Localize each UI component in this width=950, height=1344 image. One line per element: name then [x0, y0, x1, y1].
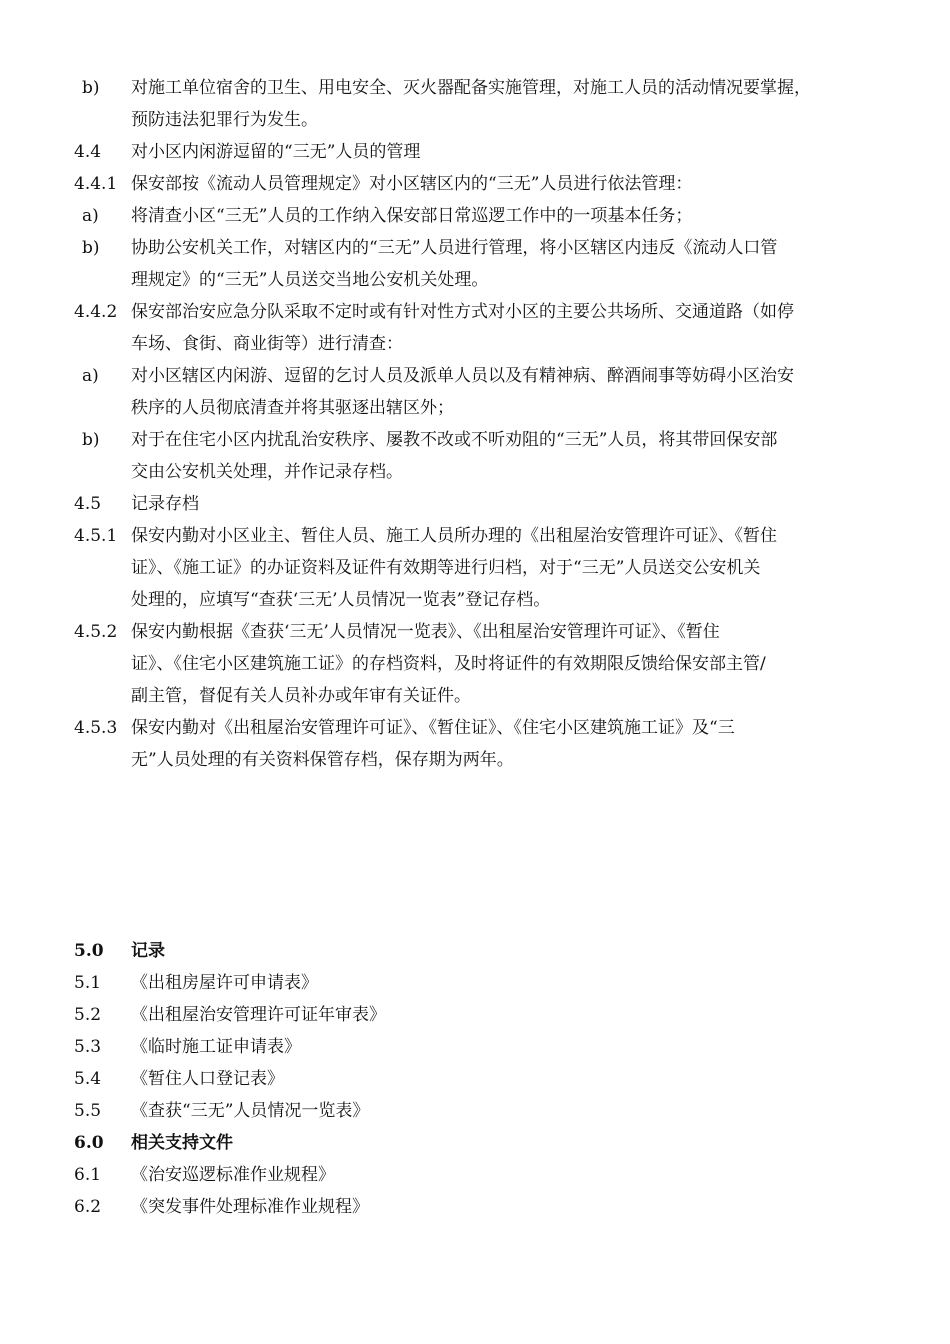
- section-title: 相关支持文件: [131, 1133, 233, 1153]
- clause-number: 4.4: [74, 142, 102, 162]
- clause-text: 保安部按《流动人员管理规定》对小区辖区内的“三无”人员进行依法管理：: [131, 174, 693, 194]
- item-number: 6.1: [74, 1165, 102, 1185]
- section-title: 记录: [131, 941, 165, 961]
- item-number: 5.3: [74, 1037, 102, 1057]
- clause-text: 保安内勤根据《查获‘三无’人员情况一览表》、《出租屋治安管理许可证》、《暂住: [131, 622, 720, 642]
- clause-number: 4.5.2: [74, 622, 118, 642]
- item-number: 6.2: [74, 1197, 102, 1217]
- clause-text: 无”人员处理的有关资料保管存档，保存期为两年。: [131, 750, 514, 770]
- item-number: 5.1: [74, 973, 102, 993]
- item-text: 《查获“三无”人员情况一览表》: [131, 1101, 370, 1121]
- clause-text: 证》、《住宅小区建筑施工证》的存档资料，及时将证件的有效期限反馈给保安部主管/: [131, 654, 766, 674]
- item-number: b): [82, 238, 100, 258]
- clause-text: 副主管，督促有关人员补办或年审有关证件。: [131, 686, 471, 706]
- item-text: 理规定》的“三无”人员送交当地公安机关处理。: [131, 270, 489, 290]
- item-text: 《暂住人口登记表》: [131, 1069, 284, 1089]
- item-text: 将清查小区“三无”人员的工作纳入保安部日常巡逻工作中的一项基本任务；: [131, 206, 693, 226]
- section-number: 5.0: [74, 941, 104, 961]
- item-text: 《临时施工证申请表》: [131, 1037, 301, 1057]
- item-text: 预防违法犯罪行为发生。: [131, 110, 318, 130]
- item-text: 《出租屋治安管理许可证年审表》: [131, 1005, 386, 1025]
- clause-number: 4.5: [74, 494, 102, 514]
- item-number: a): [82, 206, 99, 226]
- clause-text: 处理的，应填写“查获‘三无’人员情况一览表”登记存档。: [131, 590, 551, 610]
- clause-text: 保安部治安应急分队采取不定时或有针对性方式对小区的主要公共场所、交通道路（如停: [131, 302, 794, 322]
- clause-number: 4.4.1: [74, 174, 118, 194]
- clause-text: 保安内勤对《出租屋治安管理许可证》、《暂住证》、《住宅小区建筑施工证》及“三: [131, 718, 735, 738]
- item-number: 5.2: [74, 1005, 102, 1025]
- clause-number: 4.4.2: [74, 302, 118, 322]
- item-text: 协助公安机关工作，对辖区内的“三无”人员进行管理，将小区辖区内违反《流动人口管: [131, 238, 778, 258]
- item-text: 交由公安机关处理，并作记录存档。: [131, 462, 403, 482]
- item-text: 《治安巡逻标准作业规程》: [131, 1165, 335, 1185]
- clause-text: 记录存档: [131, 494, 199, 514]
- item-number: b): [82, 78, 100, 98]
- item-text: 对施工单位宿舍的卫生、用电安全、灭火器配备实施管理，对施工人员的活动情况要掌握，: [131, 78, 811, 98]
- item-text: 《突发事件处理标准作业规程》: [131, 1197, 369, 1217]
- clause-number: 4.5.3: [74, 718, 118, 738]
- clause-text: 保安内勤对小区业主、暂住人员、施工人员所办理的《出租屋治安管理许可证》、《暂住: [131, 526, 777, 546]
- item-text: 对小区辖区内闲游、逗留的乞讨人员及派单人员以及有精神病、醉酒闹事等妨碍小区治安: [131, 366, 794, 386]
- item-number: b): [82, 430, 100, 450]
- clause-text: 对小区内闲游逗留的“三无”人员的管理: [131, 142, 421, 162]
- item-text: 《出租房屋许可申请表》: [131, 973, 318, 993]
- section-number: 6.0: [74, 1133, 104, 1153]
- item-number: 5.4: [74, 1069, 102, 1089]
- item-text: 秩序的人员彻底清查并将其驱逐出辖区外；: [131, 398, 454, 418]
- item-number: a): [82, 366, 99, 386]
- item-text: 对于在住宅小区内扰乱治安秩序、屡教不改或不听劝阻的“三无”人员，将其带回保安部: [131, 430, 778, 450]
- clause-number: 4.5.1: [74, 526, 118, 546]
- item-number: 5.5: [74, 1101, 102, 1121]
- clause-text: 证》、《施工证》的办证资料及证件有效期等进行归档，对于“三无”人员送交公安机关: [131, 558, 761, 578]
- clause-text: 车场、食街、商业街等）进行清查：: [131, 334, 403, 354]
